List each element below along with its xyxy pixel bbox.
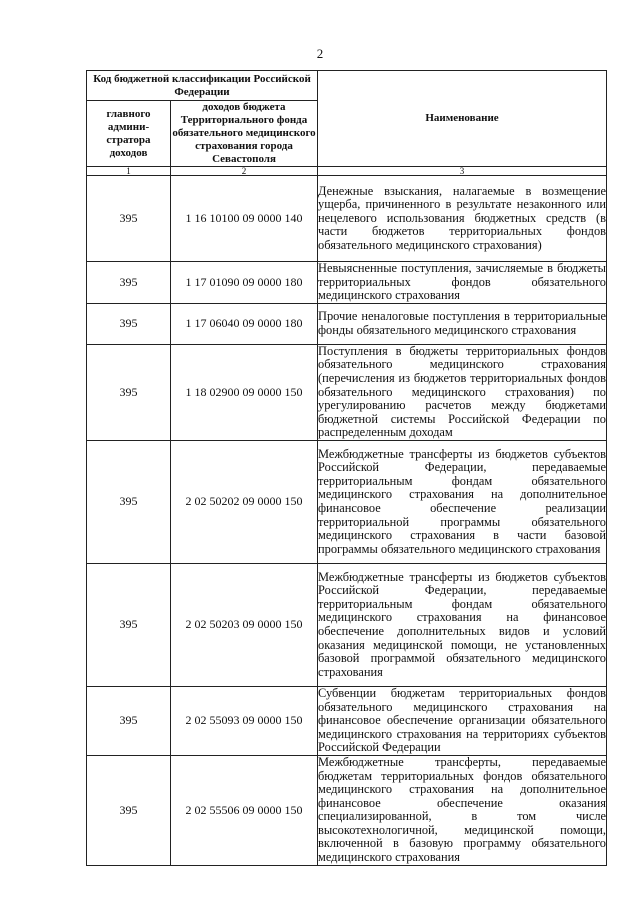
revenue-name: Поступления в бюджеты территориальных фондов обязательного медицинского страхования (перечисления из бюджетов территориальных фондов обязательного медицинского страхования) по урегулированию расчетов между бюджетами бюджетной системы Российской Федерации по распределенным доходам xyxy=(318,343,606,440)
table-header-row xyxy=(87,71,607,101)
revenue-name: Денежные взыскания, налагаемые в возмещение ущерба, причиненного в результате незаконного или нецелевого использования бюджетных средств (в части бюджетов территориальных фондов обязательного медицинского страхования) xyxy=(318,176,607,262)
header-code-group: Код бюджетной классификации Российской Федерации xyxy=(87,71,318,101)
revenue-name: Межбюджетные трансферты, передаваемые бюджетам территориальных фондов обязательного медицинского страхования на дополнительное финансовое обеспечение оказания специализированной, в том числе высокотехнологичной, медицинской помощи, включенной в базовую программу обязательного медицинского страхования xyxy=(318,754,606,865)
revenue-code: 1 18 02900 09 0000 150 xyxy=(171,344,318,440)
table-row xyxy=(87,344,607,440)
column-index-1: 1 xyxy=(87,167,171,176)
admin-code: 395 xyxy=(87,563,171,686)
table-row xyxy=(87,563,607,686)
revenue-code: 2 02 55093 09 0000 150 xyxy=(171,686,318,755)
admin-code: 395 xyxy=(87,344,171,440)
revenue-name: Межбюджетные трансферты из бюджетов субъектов Российской Федерации, передаваемые территориальным фондам обязательного медицинского страхования на дополнительное финансовое обеспечение реализации территориальной программы обязательного медицинского страхования в части базовой программы обязательного медицинского страхования xyxy=(318,440,607,563)
column-index-2: 2 xyxy=(171,167,318,176)
revenue-name: Невыясненные поступления, зачисляемые в бюджеты территориальных фондов обязательного медицинского страхования xyxy=(318,261,606,303)
revenue-name: Прочие неналоговые поступления в территориальные фонды обязательного медицинского страхования xyxy=(318,303,607,344)
page-number: 2 xyxy=(316,46,324,61)
table-row xyxy=(87,262,607,304)
budget-classification-table xyxy=(86,70,607,866)
column-index-3: 3 xyxy=(318,167,607,176)
revenue-name: Межбюджетные трансферты из бюджетов субъектов Российской Федерации, передаваемые территориальным фондам обязательного медицинского страхования на финансовое обеспечение дополнительных видов и условий оказания медицинской помощи, не установленных базовой программой обязательного медицинского страхования xyxy=(318,563,607,686)
revenue-name: Субвенции бюджетам территориальных фондов обязательного медицинского страхования на финансовое обеспечение организации обязательного медицинского страхования на территориях субъектов Российской Федерации xyxy=(318,685,606,755)
admin-code: 395 xyxy=(87,686,171,755)
admin-code: 395 xyxy=(87,262,171,304)
header-name: Наименование xyxy=(318,71,607,167)
revenue-code: 2 02 55506 09 0000 150 xyxy=(171,755,318,865)
revenue-code: 2 02 50202 09 0000 150 xyxy=(171,440,318,563)
admin-code: 395 xyxy=(87,303,171,344)
revenue-code: 1 16 10100 09 0000 140 xyxy=(171,176,318,262)
admin-code: 395 xyxy=(87,176,171,262)
revenue-code: 1 17 06040 09 0000 180 xyxy=(171,303,318,344)
table-row xyxy=(87,176,607,262)
header-admin: главного админи-стратора доходов xyxy=(87,101,171,167)
revenue-code: 2 02 50203 09 0000 150 xyxy=(171,563,318,686)
header-revenue: доходов бюджета Территориального фонда обязательного медицинского страхования города Севастополя xyxy=(172,101,316,165)
admin-code: 395 xyxy=(87,755,171,865)
table-row xyxy=(87,303,607,344)
table-row xyxy=(87,440,607,563)
column-index-row xyxy=(87,167,607,176)
table-row xyxy=(87,686,607,755)
admin-code: 395 xyxy=(87,440,171,563)
revenue-code: 1 17 01090 09 0000 180 xyxy=(171,262,318,304)
table-row xyxy=(87,755,607,865)
